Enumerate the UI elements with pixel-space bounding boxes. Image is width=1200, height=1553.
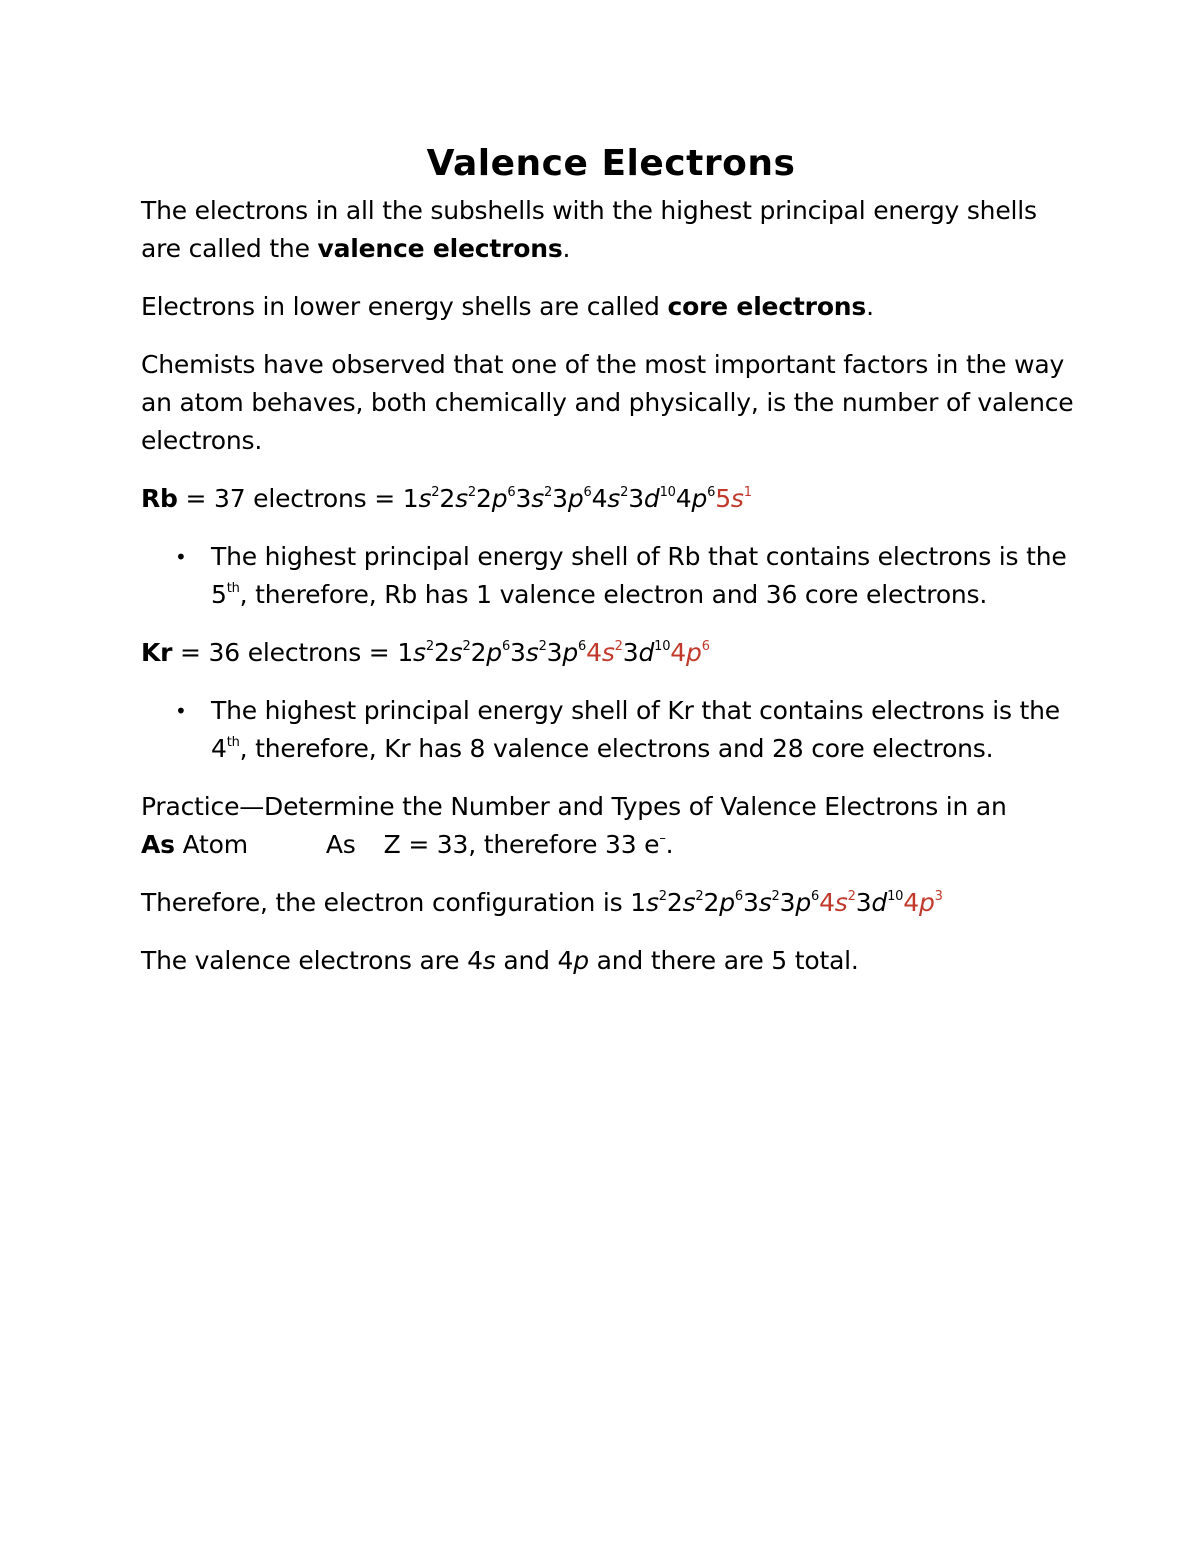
- kr-symbol: Kr: [141, 638, 173, 667]
- rb-bullet-sup: th: [226, 581, 240, 596]
- practice-heading: Practice—Determine the Number and Types of Valence Electrons in an: [141, 792, 1007, 821]
- intro-paragraph: [141, 192, 1081, 268]
- kr-text: = 36 electrons =: [172, 638, 398, 667]
- rb-symbol: Rb: [141, 484, 178, 513]
- z-period: .: [665, 830, 674, 859]
- as-symbol-bold: As: [141, 830, 175, 859]
- core-paragraph: [141, 288, 1081, 326]
- atom-word: Atom: [174, 830, 248, 859]
- rb-bullet: [141, 538, 1081, 614]
- as-label: As: [325, 830, 356, 859]
- rb-text: = 37 electrons =: [177, 484, 403, 513]
- core-text: Electrons in lower energy shells are called: [141, 292, 668, 321]
- document-body: [141, 140, 1081, 1000]
- kr-configuration: $1s^22s^22p^63s^23p^64s^23d^{10}4p^6$: [397, 638, 710, 667]
- kr-valence-4s: $4s^2$: [586, 638, 623, 667]
- rb-config-line: [141, 480, 1081, 518]
- core-period: .: [866, 292, 874, 321]
- kr-valence-4p: $4p^6$: [670, 638, 710, 667]
- chemists-paragraph: Chemists have observed that one of the most important factors in the way an atom behaves, both chemically and physically, is the number of valence electrons.: [141, 350, 1074, 455]
- as-valence-4s: $4s^2$: [819, 888, 856, 917]
- rb-bullet-end: , therefore, Rb has 1 valence electron and 36 core electrons.: [239, 580, 988, 609]
- practice-paragraph: [141, 788, 1081, 864]
- valence-summary-text: The valence electrons are 4: [141, 946, 483, 975]
- as-configuration: $1s^22s^22p^63s^23p^64s^23d^{10}4p^3$: [630, 888, 943, 917]
- valence-summary-end: and there are 5 total.: [588, 946, 859, 975]
- intro-period: .: [562, 234, 571, 263]
- page-title: Valence Electrons: [426, 143, 796, 184]
- rb-bullet-text: The highest principal energy shell of Rb that contains electrons is the 5: [211, 542, 1067, 609]
- s-orbital: s: [482, 946, 496, 975]
- bullet-icon: •: [175, 699, 187, 723]
- z-text: Z = 33, therefore 33 e: [383, 830, 660, 859]
- kr-bullet-end: , therefore, Kr has 8 valence electrons and 28 core electrons.: [239, 734, 994, 763]
- rb-configuration: $1s^22s^22p^63s^23p^64s^23d^{10}4p^65s^1$: [402, 484, 752, 513]
- p-orbital: p: [573, 946, 589, 975]
- kr-config-line: [141, 634, 1081, 672]
- core-electrons-term: core electrons: [667, 292, 867, 321]
- rb-valence-orbital: $5s^1$: [715, 484, 752, 513]
- as-valence-4p: $4p^3$: [903, 888, 943, 917]
- electron-charge-sup: –: [659, 831, 666, 846]
- config-line-text: Therefore, the electron configuration is: [141, 888, 631, 917]
- valence-summary-and: and 4: [495, 946, 574, 975]
- as-config-line: [141, 884, 1081, 922]
- valence-summary-line: [141, 942, 1081, 980]
- kr-bullet: [141, 692, 1081, 768]
- valence-electrons-term: valence electrons: [317, 234, 563, 263]
- kr-bullet-sup: th: [226, 735, 240, 750]
- bullet-icon: •: [175, 545, 187, 569]
- kr-bullet-text: The highest principal energy shell of Kr that contains electrons is the 4: [211, 696, 1060, 763]
- intro-text: The electrons in all the subshells with the highest principal energy shells are called the: [141, 196, 1037, 263]
